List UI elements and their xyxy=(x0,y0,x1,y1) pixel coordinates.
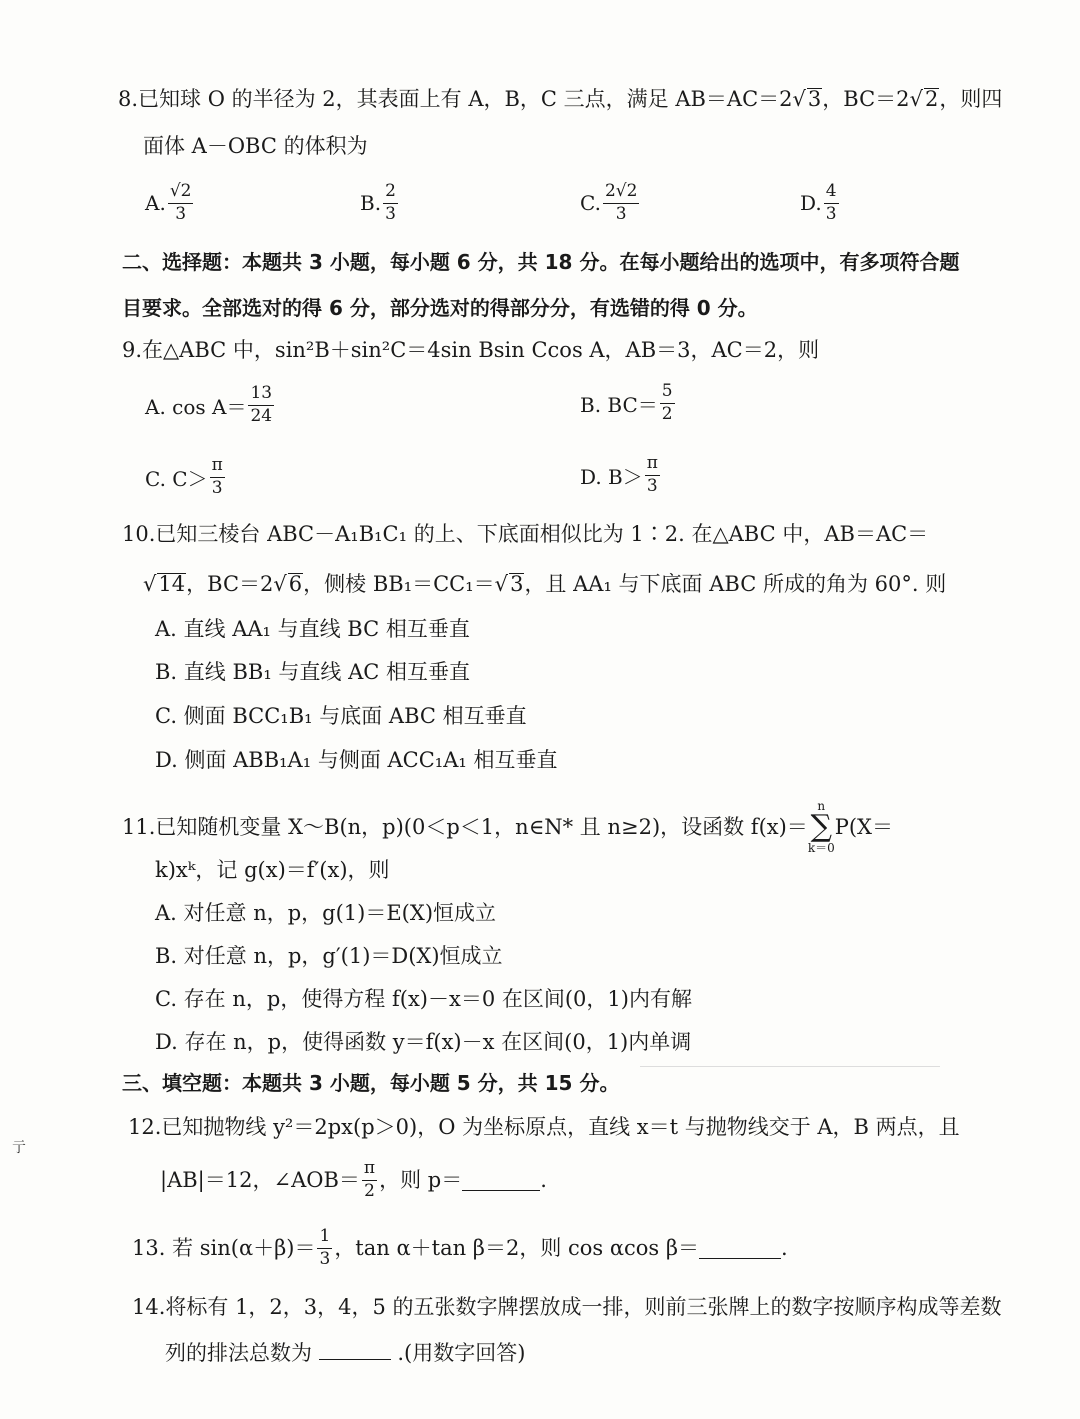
q8-option-b: B. $\frac{2}{3}$ xyxy=(360,181,396,224)
q10-option-c: C. 侧面 BCC₁B₁ 与底面 ABC 相互垂直 xyxy=(155,704,527,728)
q11-option-b: B. 对任意 n，p，g′(1)＝D(X)恒成立 xyxy=(155,944,503,968)
q14-stem-line1: 14.将标有 1，2，3，4，5 的五张数字牌摆放成一排，则前三张牌上的数字按顺序构成等差数 xyxy=(132,1295,1002,1319)
q12-stem-line2: |AB|＝12，∠AOB＝ $\frac{\pi}{2}$ ，则 p＝ . xyxy=(160,1158,547,1201)
q11-option-c: C. 存在 n，p，使得方程 f(x)－x＝0 在区间(0，1)内有解 xyxy=(155,987,692,1011)
q10-stem-line2: √14，BC＝2√6，侧棱 BB₁＝CC₁＝√3，且 AA₁ 与下底面 ABC 所成的角为 60°. 则 xyxy=(143,572,947,596)
summation-symbol: n ∑ k＝0 xyxy=(807,799,835,855)
margin-mark: 亍 xyxy=(12,1140,26,1156)
q14-stem-line2: 列的排法总数为 .(用数字回答) xyxy=(165,1338,525,1364)
q11-option-d: D. 存在 n，p，使得函数 y＝f(x)－x 在区间(0，1)内单调 xyxy=(155,1030,692,1054)
q9-option-a: A. cos A＝ $\frac{13}{24}$ xyxy=(145,383,273,426)
q10-option-b: B. 直线 BB₁ 与直线 AC 相互垂直 xyxy=(155,660,470,684)
q9-stem: 9.在△ABC 中，sin²B＋sin²C＝4sin Bsin Ccos A，AB＝3，AC＝2，则 xyxy=(122,338,820,362)
faint-rule xyxy=(640,1066,940,1067)
q11-option-a: A. 对任意 n，p，g(1)＝E(X)恒成立 xyxy=(155,901,497,925)
q9-option-d: D. B＞ $\frac{\pi}{3}$ xyxy=(580,453,658,496)
q12-stem-line1: 12.已知抛物线 y²＝2px(p＞0)，O 为坐标原点，直线 x＝t 与抛物线交于 A，B 两点，且 xyxy=(128,1115,960,1139)
q8-option-a: A. $\frac{√2}{3}$ xyxy=(145,181,192,224)
q8-option-c: C. $\frac{2√2}{3}$ xyxy=(580,181,638,224)
q11-stem-line1: 11.已知随机变量 X～B(n，p)(0＜p＜1，n∈N* 且 n≥2)，设函数 f(x)＝ n ∑ k＝0 P(X＝ xyxy=(122,799,894,855)
q10-option-a: A. 直线 AA₁ 与直线 BC 相互垂直 xyxy=(155,617,470,641)
section2-heading-line2: 目要求。全部选对的得 6 分，部分选对的得部分分，有选错的得 0 分。 xyxy=(122,296,758,320)
sqrt-symbol: √ xyxy=(792,87,806,111)
q10-option-d: D. 侧面 ABB₁A₁ 与侧面 ACC₁A₁ 相互垂直 xyxy=(155,748,558,772)
q10-stem-line1: 10.已知三棱台 ABC－A₁B₁C₁ 的上、下底面相似比为 1∶2. 在△ABC 中，AB＝AC＝ xyxy=(122,522,929,546)
q8-option-d: D. $\frac{4}{3}$ xyxy=(800,181,837,224)
answer-blank xyxy=(699,1237,781,1259)
answer-blank xyxy=(319,1338,391,1360)
q9-option-b: B. BC＝ $\frac{5}{2}$ xyxy=(580,381,673,424)
q11-stem-line2: k)xᵏ，记 g(x)＝f′(x)，则 xyxy=(155,858,390,882)
section3-heading: 三、填空题：本题共 3 小题，每小题 5 分，共 15 分。 xyxy=(122,1071,620,1095)
q9-option-c: C. C＞ $\frac{\pi}{3}$ xyxy=(145,455,223,498)
q8-stem-line1: 8.已知球 O 的半径为 2，其表面上有 A，B，C 三点，满足 AB＝AC＝2√3，BC＝2√2，则四 xyxy=(118,87,1003,111)
q13-stem: 13. 若 sin(α＋β)＝ $\frac{1}{3}$ ，tan α＋tan β＝2，则 cos αcos β＝ . xyxy=(132,1226,788,1269)
q8-stem-line2: 面体 A－OBC 的体积为 xyxy=(143,134,368,158)
answer-blank xyxy=(462,1169,540,1191)
section2-heading-line1: 二、选择题：本题共 3 小题，每小题 6 分，共 18 分。在每小题给出的选项中，有多项符合题 xyxy=(122,250,960,274)
